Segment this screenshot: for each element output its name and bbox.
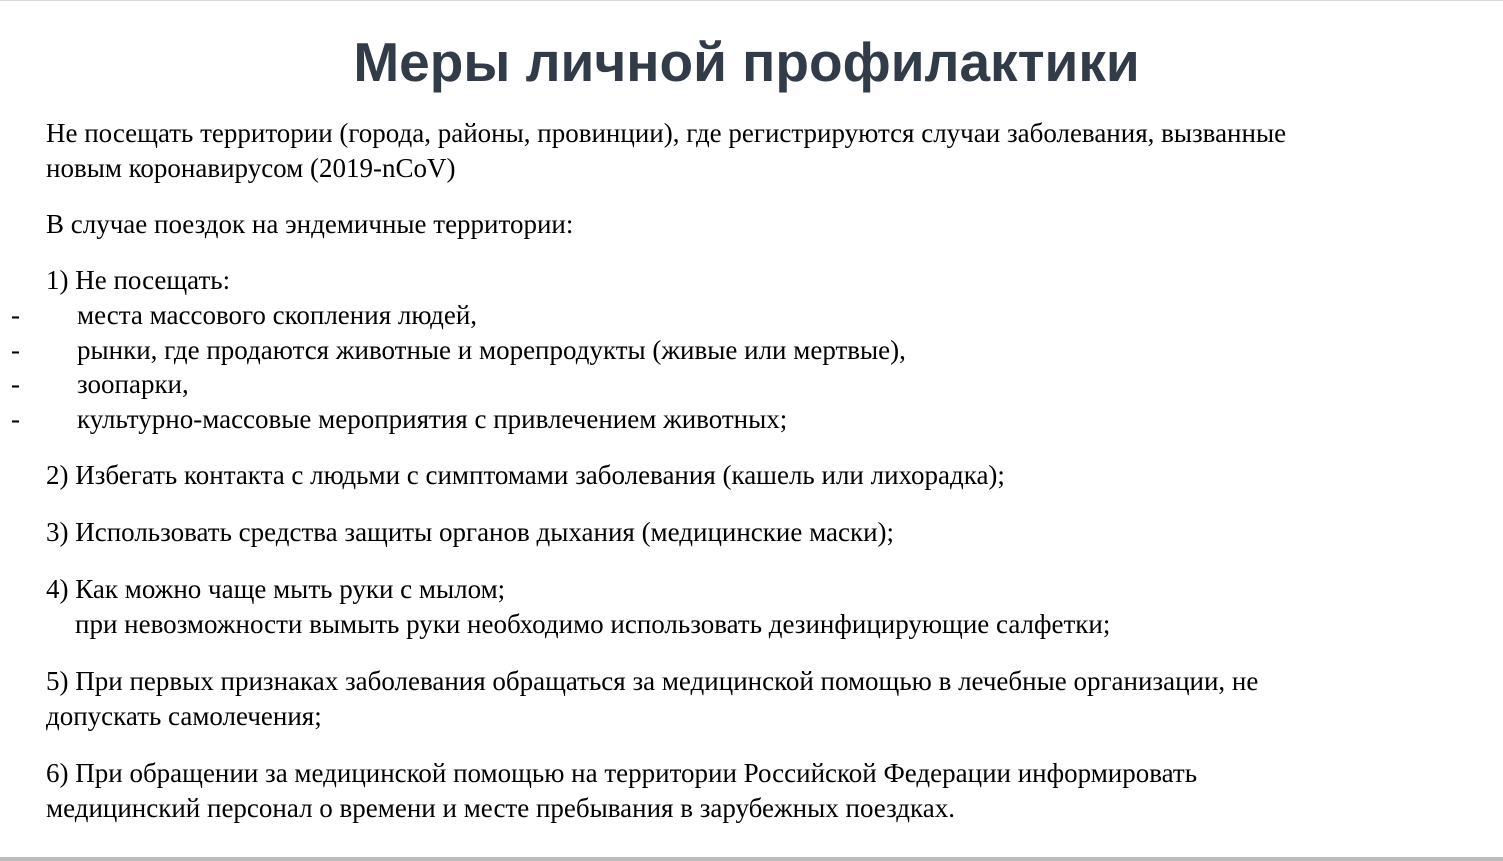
item-4-line-2: при невозможности вымыть руки необходимо использовать дезинфицирующие салфетки; (75, 609, 1111, 639)
bullet-dash: - (11, 335, 20, 365)
item-3: 3) Использовать средства защиты органов дыхания (медицинские маски); (46, 517, 895, 547)
bullet-item: культурно-массовые мероприятия с привлечением животных; (77, 404, 788, 434)
bullet-item: места массового скопления людей, (77, 300, 478, 330)
travel-heading: В случае поездок на эндемичные территории: (46, 209, 574, 239)
item-1-heading: 1) Не посещать: (46, 265, 231, 295)
intro-line-2: новым коронавирусом (2019-nCoV) (46, 153, 456, 183)
item-2: 2) Избегать контакта с людьми с симптомами заболевания (кашель или лихорадка); (46, 460, 1005, 490)
slide-title: Меры личной профилактики (353, 31, 1140, 93)
item-5-line-2: допускать самолечения; (46, 701, 322, 731)
bullet-dash: - (11, 300, 20, 330)
bullet-item: рынки, где продаются животные и морепродукты (живые или мертвые), (77, 335, 906, 365)
intro-line-1: Не посещать территории (города, районы, провинции), где регистрируются случаи заболевания, вызванные (46, 118, 1287, 148)
bullet-item: зоопарки, (77, 369, 189, 399)
bullet-dash: - (11, 404, 20, 434)
item-6-line-2: медицинский персонал о времени и месте пребывания в зарубежных поездках. (46, 793, 955, 823)
item-4-line-1: 4) Как можно чаще мыть руки с мылом; (46, 574, 506, 604)
item-5-line-1: 5) При первых признаках заболевания обращаться за медицинской помощью в лечебные организации, не (46, 666, 1259, 696)
bullet-dash: - (11, 369, 20, 399)
item-6-line-1: 6) При обращении за медицинской помощью на территории Российской Федерации информировать (46, 758, 1198, 788)
